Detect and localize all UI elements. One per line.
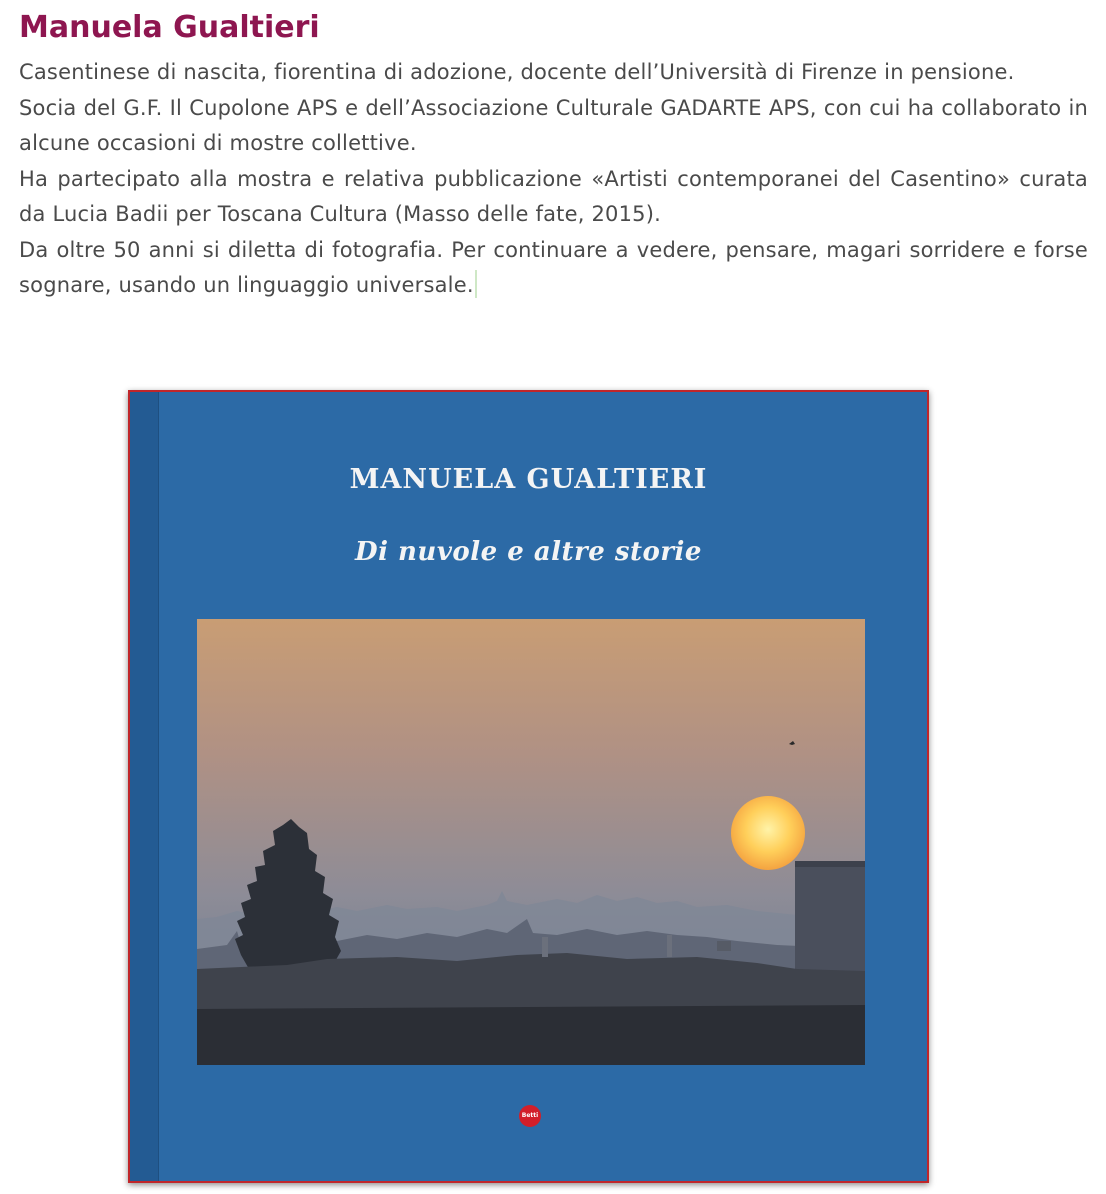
- sunset-photo: [197, 619, 865, 1065]
- bio-paragraph: Ha partecipato alla mostra e relativa pubblicazione «Artisti contemporanei del Casentino» curata da Lucia Badii per Toscana Cultura (Masso delle fate, 2015).: [19, 166, 1088, 226]
- book-cover-image: [128, 390, 929, 1183]
- text-cursor: [475, 270, 477, 298]
- bio-paragraph-last: [19, 233, 1088, 304]
- page-title: Manuela Gualtieri: [19, 10, 320, 45]
- foreground-roof: [197, 1005, 865, 1065]
- bio-paragraph: Socia del G.F. Il Cupolone APS e dell’Associazione Culturale GADARTE APS, con cui ha collaborato in alcune occasioni di mostre collettive.: [19, 95, 1088, 155]
- bio-paragraph: Casentinese di nascita, fiorentina di adozione, docente dell’Università di Firenze in pensione.: [19, 60, 1015, 84]
- publisher-logo: Betti: [519, 1105, 541, 1127]
- bio-paragraph-text: Da oltre 50 anni si diletta di fotografia. Per continuare a vedere, pensare, magari sorridere e forse sognare, usando un linguaggio universale.: [19, 237, 1088, 297]
- sunset-landscape: [197, 619, 865, 1065]
- bird-shape: [789, 741, 795, 745]
- bio-text: [19, 55, 1088, 304]
- book-author: MANUELA GUALTIERI: [349, 464, 708, 495]
- book-spine: [130, 392, 159, 1181]
- book-title: Di nuvole e altre storie: [355, 537, 702, 567]
- sun-shape: [731, 796, 805, 870]
